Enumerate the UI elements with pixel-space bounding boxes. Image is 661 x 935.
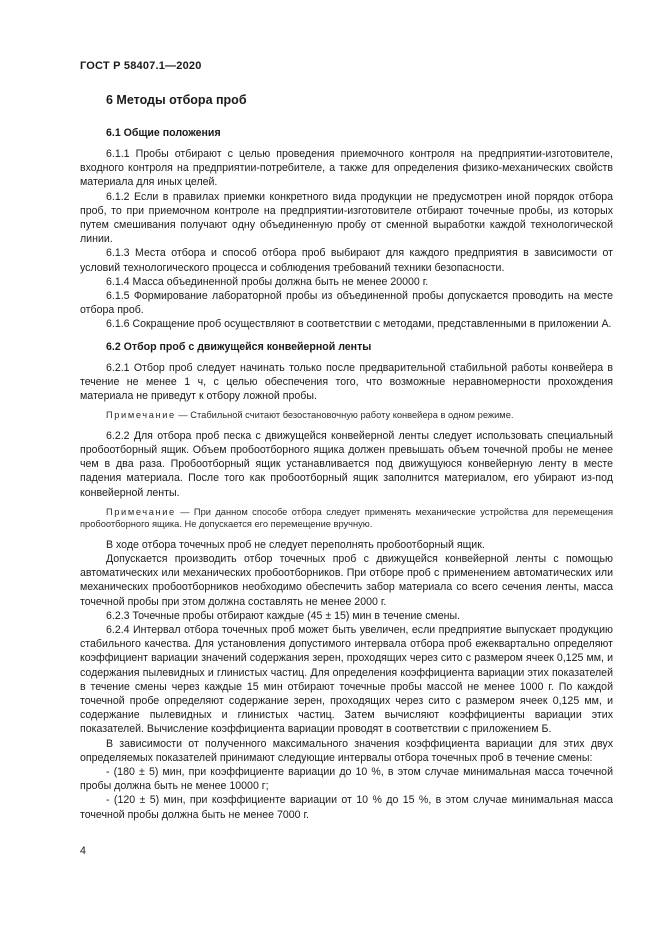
paragraph-6-2-2: 6.2.2 Для отбора проб песка с движущейся конвейерной ленты следует использовать специальный пробоотборный ящик. Объем пробоотборного ящика должен превышать объем точечной пробы не менее чем в два раза. Пробоотборный ящик устанавливается под движущуюся конвейерную ленту в месте падения материала. После того как пробоотборный ящик заполнится материалом, его убирают из-под конвейерной ленты. xyxy=(80,429,613,499)
paragraph-intervals-intro: В зависимости от полученного максимального значения коэффициента вариации для этих двух определяемых показателей принимают следующие интервалы отбора точечных проб в течение смены: xyxy=(80,737,613,764)
paragraph-6-2-1: 6.2.1 Отбор проб следует начинать только после предварительной стабильной работы конвейера в течение не менее 1 ч, с целью обеспечения того, что возможные неравномерности прохождения материала не приведут к отбору ложной пробы. xyxy=(80,361,613,403)
list-item-interval-120: - (120 ± 5) мин, при коэффициенте вариации от 10 % до 15 %, в этом случае минимальная масса точечной пробы должна быть не менее 7000 г. xyxy=(80,794,613,821)
note-1 xyxy=(80,409,613,422)
paragraph-6-1-1: 6.1.1 Пробы отбирают с целью проведения приемочного контроля на предприятии-изготовителе, входного контроля на предприятии-потребителе, а также для определения физико-механических свойств материала для иных целей. xyxy=(80,148,613,189)
document-header: ГОСТ Р 58407.1—2020 xyxy=(80,60,202,72)
subsection-title-6-1: 6.1 Общие положения xyxy=(106,127,221,139)
paragraph-6-1-4: 6.1.4 Масса объединенной пробы должна быть не менее 20000 г. xyxy=(106,275,429,288)
paragraph-6-1-3: 6.1.3 Места отбора и способ отбора проб выбирают для каждого предприятия в зависимости от условий технологического процесса и соблюдения требований техники безопасности. xyxy=(80,247,613,274)
paragraph-6-1-2: 6.1.2 Если в правилах приемки конкретного вида продукции не предусмотрен иной порядок отбора проб, то при приемочном контроле на предприятии-изготовителе отбирают точечные пробы, из которых путем смешивания получают одну объединенную пробу от сменной выработки каждой технологической линии. xyxy=(80,190,613,246)
paragraph-automatic-samplers: Допускается производить отбор точечных проб с движущейся конвейерной ленты с помощью автоматических или механических пробоотборников. При отборе проб с применением автоматических или механических пробоотборников необходимо обеспечить забор материала со всего сечения ленты, масса точечной пробы при этом должна составлять не менее 2000 г. xyxy=(80,552,613,608)
paragraph-sampling-overfill: В ходе отбора точечных проб не следует переполнять пробоотборный ящик. xyxy=(106,538,485,551)
note-label: Примечание xyxy=(106,410,176,421)
document-body xyxy=(80,92,613,822)
note-2 xyxy=(80,506,613,531)
list-item-interval-180: - (180 ± 5) мин, при коэффициенте вариации до 10 %, в этом случае минимальная масса точечной пробы должна быть не менее 10000 г; xyxy=(80,766,613,793)
note-text: — Стабильной считают безостановочную работу конвейера в одном режиме. xyxy=(175,410,514,421)
paragraph-6-1-5: 6.1.5 Формирование лабораторной пробы из объединенной пробы допускается проводить на месте отбора проб. xyxy=(80,290,613,317)
note-text: — При данном способе отбора следует применять механические устройства для перемещения пробоотборного ящика. Не допускается его перемещение вручную. xyxy=(80,506,613,530)
section-title: 6 Методы отбора проб xyxy=(106,93,247,107)
note-label: Примечание xyxy=(106,506,176,517)
paragraph-6-2-4: 6.2.4 Интервал отбора точечных проб может быть увеличен, если предприятие выпускает продукцию стабильного качества. Для установления допустимого интервала отбора проб ежеквартально определяют коэффициент вариации значений содержания зерен, проходящих через сито с размером ячеек 0,125 мм, и содержания пылевидных и глинистых частиц. Для определения коэффициента вариации этих показателей в течение смены через каждые 15 мин отбирают точечные пробы массой не менее 1000 г. По каждой точечной пробе определяют содержание зерен, проходящих через сито с размером ячеек 0,125 мм, и содержание пылевидных и глинистых частиц. Затем вычисляют коэффициенты вариации этих показателей. Вычисление коэффициента вариации проводят в соответствии с приложением Б. xyxy=(80,623,613,736)
page-number: 4 xyxy=(80,845,86,857)
subsection-title-6-2: 6.2 Отбор проб с движущейся конвейерной ленты xyxy=(106,340,372,353)
paragraph-6-1-6: 6.1.6 Сокращение проб осуществляют в соответствии с методами, представленными в приложении А. xyxy=(106,318,612,331)
paragraph-6-2-3: 6.2.3 Точечные пробы отбирают каждые (45 ± 15) мин в течение смены. xyxy=(106,609,461,622)
